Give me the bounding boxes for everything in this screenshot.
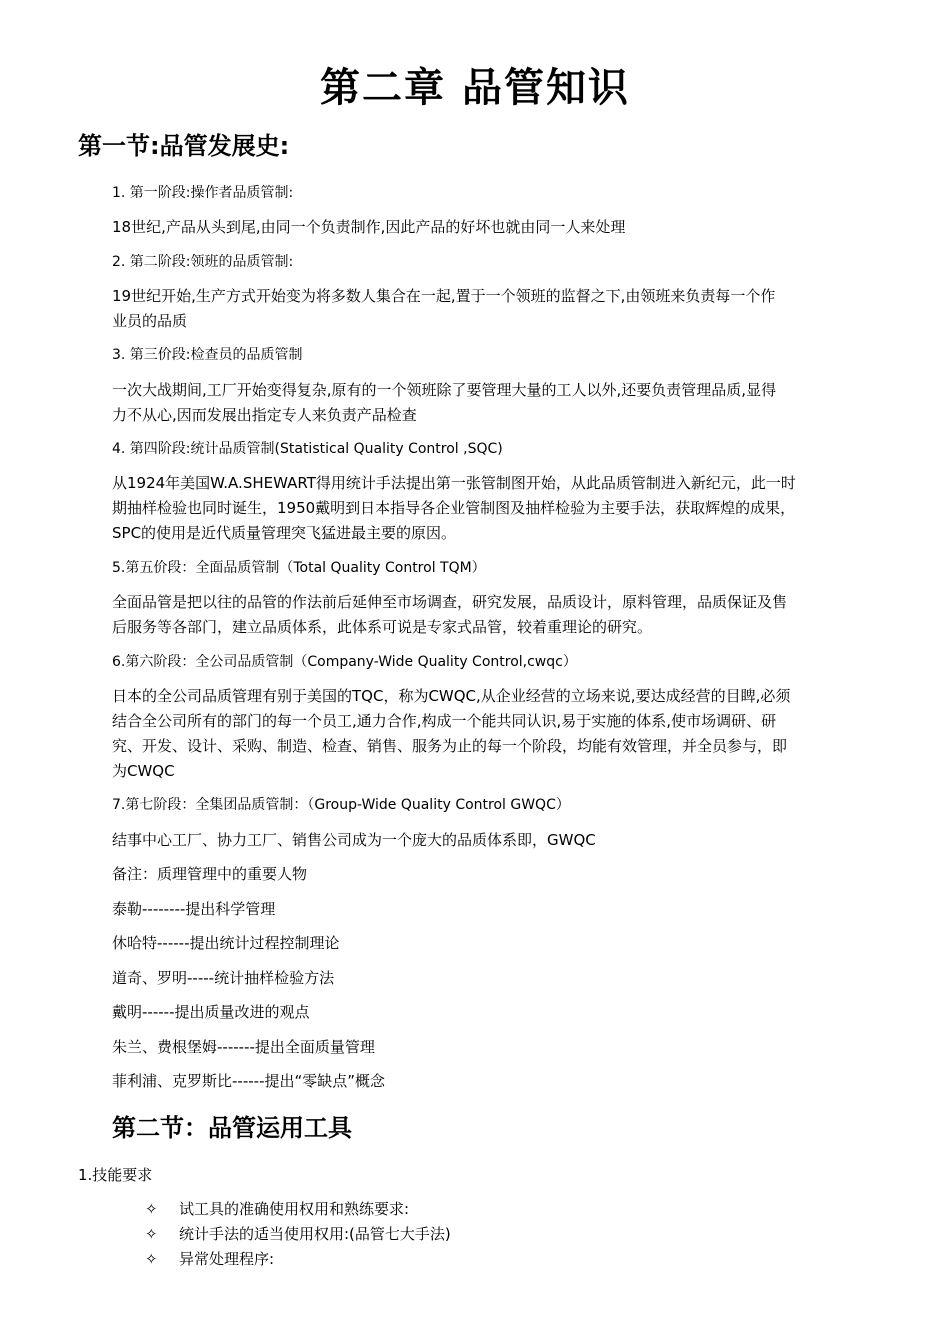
- diamond-bullet-icon: ✧: [145, 1250, 158, 1268]
- stage-6-heading: 6.第六阶段：全公司品质管制（Company-Wide Quality Control,cwqc）: [112, 654, 577, 670]
- stage-6-text-line-3: 究、开发、设计、采购、制造、检查、销售、服务为止的每一个阶段，均能有效管理，并全员参与，即: [112, 737, 788, 755]
- notes-person-4: 戴明------提出质量改进的观点: [112, 1003, 310, 1021]
- stage-4-text-line-2: 期抽样检验也同时诞生，1950戴明到日本指导各企业管制图及抽样检验为主要手法，获取辉煌的成果，: [112, 499, 796, 517]
- section-2-heading: 第二节：品管运用工具: [112, 1114, 352, 1142]
- list-item: [145, 1247, 274, 1271]
- stage-6-text-line-4: 为CWQC: [112, 762, 175, 780]
- stage-3-text-line-2: 力不从心,因而发展出指定专人来负责产品检查: [112, 406, 417, 424]
- stage-1-text-line-1: 18世纪,产品从头到尾,由同一个负责制作,因此产品的好坏也就由同一人来处理: [112, 218, 626, 236]
- skill-requirements-heading: 1.技能要求: [78, 1166, 153, 1184]
- stage-4-text-line-3: SPC的使用是近代质量管理突飞猛进最主要的原因。: [112, 524, 457, 542]
- stage-5-text-line-2: 后服务等各部门，建立品质体系，此体系可说是专家式品管，较着重理论的研究。: [112, 618, 653, 636]
- diamond-bullet-icon: ✧: [145, 1225, 158, 1243]
- notes-person-6: 菲利浦、克罗斯比------提出“零缺点”概念: [112, 1072, 386, 1090]
- notes-person-3: 道奇、罗明-----统计抽样检验方法: [112, 969, 335, 987]
- stage-3-heading: 3. 第三价段:检查员的品质管制: [112, 347, 303, 363]
- bullet-text: 异常处理程序:: [179, 1250, 275, 1268]
- notes-heading: 备注：质理管理中的重要人物: [112, 865, 308, 883]
- chapter-title: 第二章 品管知识: [320, 65, 630, 111]
- list-item: [145, 1197, 409, 1221]
- stage-5-text-line-1: 全面品管是把以往的品管的作法前后延伸至市场调查，研究发展，品质设计，原料管理，品质保证及售: [112, 593, 788, 611]
- stage-7-text-line-1: 结事中心工厂、协力工厂、销售公司成为一个庞大的品质体系即，GWQC: [112, 831, 596, 849]
- stage-7-heading: 7.第七阶段：全集团品质管制：（Group-Wide Quality Control GWQC）: [112, 797, 570, 813]
- diamond-bullet-icon: ✧: [145, 1200, 158, 1218]
- stage-2-text-line-1: 19世纪开始,生产方式开始变为将多数人集合在一起,置于一个领班的监督之下,由领班来负责每一个作: [112, 287, 776, 305]
- stage-3-text-line-1: 一次大战期间,工厂开始变得复杂,原有的一个领班除了要管理大量的工人以外,还要负责管理品质,显得: [112, 381, 777, 399]
- stage-2-heading: 2. 第二阶段:领班的品质管制:: [112, 254, 294, 270]
- stage-6-text-line-1: 日本的全公司品质管理有别于美国的TQC，称为CWQC,从企业经营的立场来说,要达成经营的目睥,必须: [112, 687, 791, 705]
- section-1-heading: 第一节:品管发展史:: [78, 132, 290, 160]
- notes-person-5: 朱兰、费根堡姆-------提出全面质量管理: [112, 1038, 375, 1056]
- notes-person-2: 休哈特------提出统计过程控制理论: [112, 934, 340, 952]
- stage-5-heading: 5.第五价段：全面品质管制（Total Quality Control TQM）: [112, 560, 486, 576]
- stage-6-text-line-2: 结合全公司所有的部门的每一个员工,通力合作,构成一个能共同认识,易于实施的体系,使市场调研、研: [112, 712, 777, 730]
- stage-4-text-line-1: 从1924年美国W.A.SHEWART得用统计手法提出第一张管制图开始，从此品质管制进入新纪元，此一时: [112, 474, 796, 492]
- stage-1-heading: 1. 第一阶段:操作者品质管制:: [112, 185, 294, 201]
- stage-4-heading: 4. 第四阶段:统计品质管制(Statistical Quality Control ,SQC): [112, 441, 503, 457]
- bullet-text: 统计手法的适当使用权用:(品管七大手法): [179, 1225, 451, 1243]
- stage-2-text-line-2: 业员的品质: [112, 312, 188, 330]
- notes-person-1: 泰勒--------提出科学管理: [112, 900, 276, 918]
- bullet-text: 试工具的准确使用权用和熟练要求:: [179, 1200, 410, 1218]
- list-item: [145, 1222, 451, 1246]
